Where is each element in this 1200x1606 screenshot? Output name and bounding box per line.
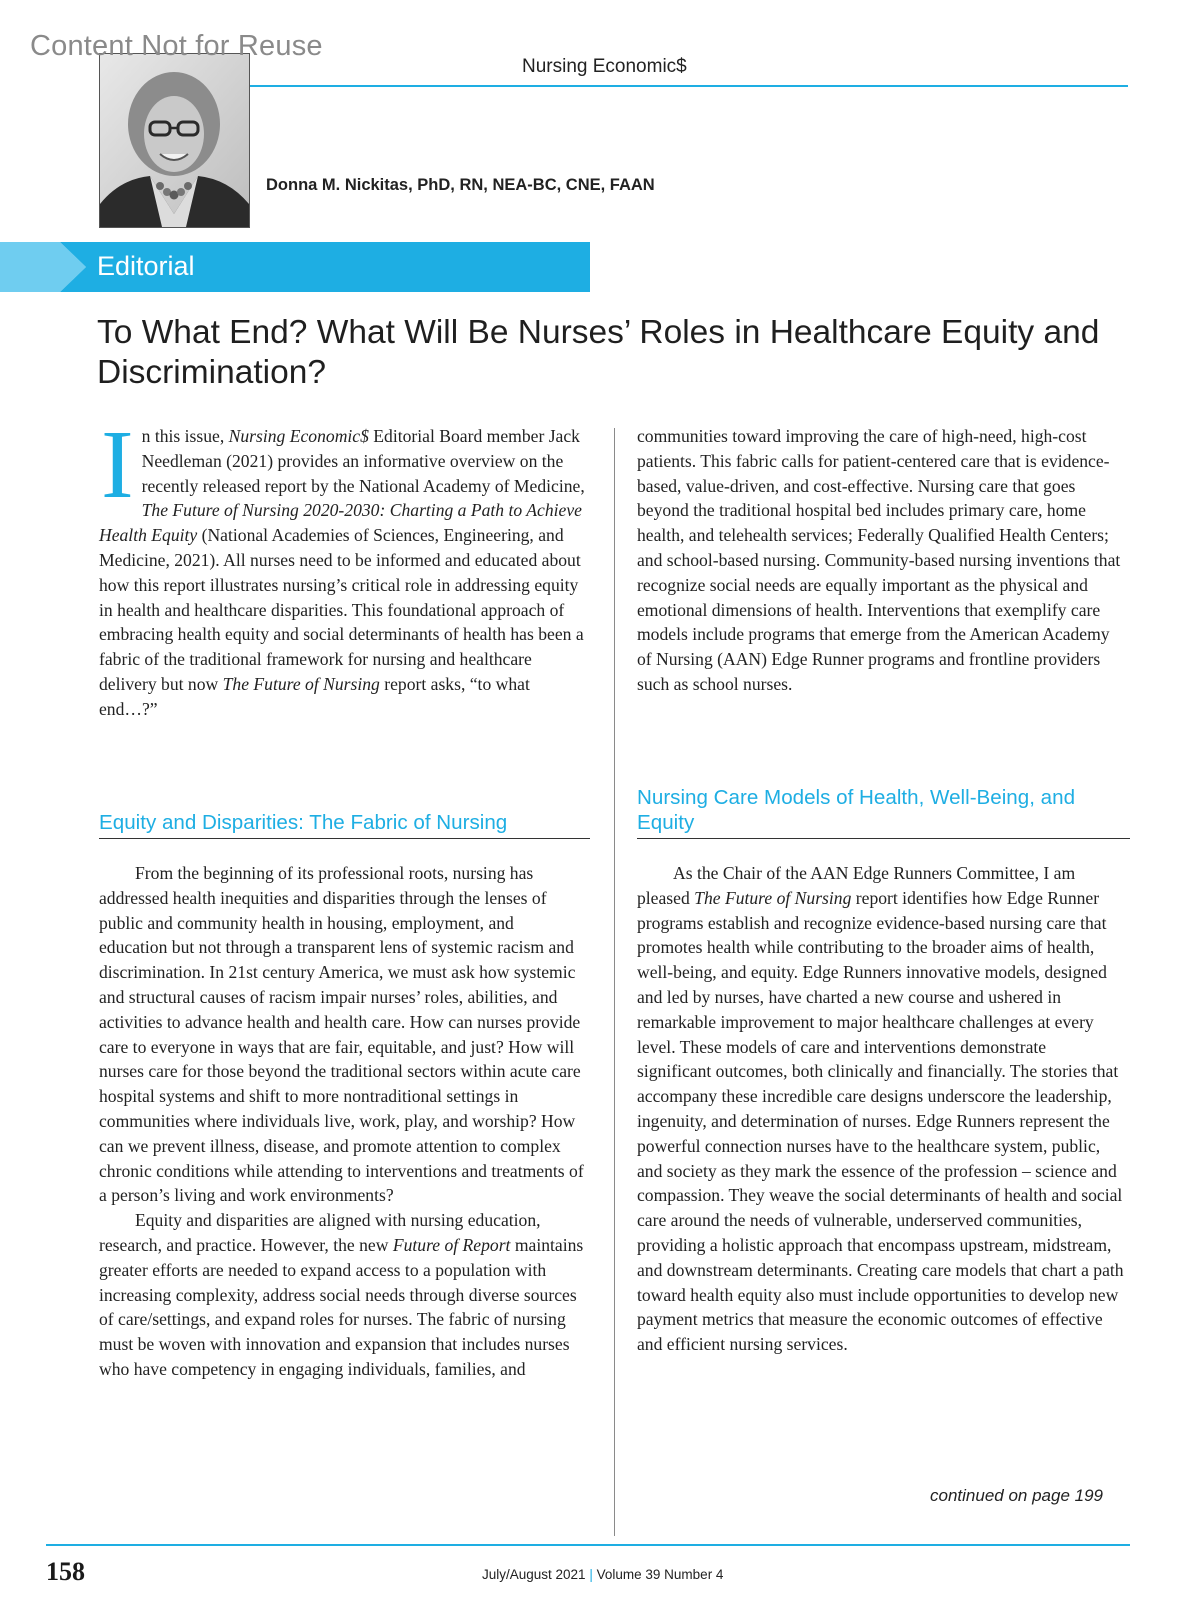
- body-paragraph: communities toward improving the care of high-need, high-cost patients. This fabric calls for patient-centered care that is evidence-based, value-driven, and cost-effective. Nursing care that goes beyond the traditional hospital bed includes primary care, home health, and telehealth services; Federally Qualified Health Centers; and school-based nursing. Community-based nursing inventions that recognize social needs are equally important as the physical and emotional dimensions of health. Interventions that exemplify care models include programs that emerge from the American Academy of Nursing (AAN) Edge Runner programs and frontline providers such as school nurses.: [637, 426, 1121, 694]
- intro-text-4: report asks, “to what end…?”: [99, 673, 530, 719]
- author-photo: [99, 53, 250, 228]
- author-byline: Donna M. Nickitas, PhD, RN, NEA-BC, CNE, FAAN: [266, 176, 655, 194]
- page-number: 158: [46, 1557, 85, 1586]
- header-rule: [246, 85, 1128, 87]
- section2-italic: The Future of Nursing: [694, 887, 852, 908]
- intro-paragraph: [99, 411, 586, 722]
- section-heading-equity: Equity and Disparities: The Fabric of Nursing: [99, 810, 590, 839]
- section2-text-a: As the Chair of the AAN Edge Runners Committee, I am pleased: [637, 863, 1076, 908]
- para2-text-b: maintains greater efforts are needed to expand access to a population with increasing complexity, address social needs through diverse sources of care/settings, and expand roles for nurses. The fabric of nursing must be woven with innovation and expansion that includes nurses who have competency in engaging individuals, families, and: [99, 1234, 584, 1379]
- section-banner: [0, 242, 590, 292]
- drop-cap: I: [101, 411, 134, 519]
- intro-text-1: n this issue,: [141, 426, 229, 446]
- para2-italic: Future of Report: [392, 1234, 511, 1255]
- watermark: Content Not for Reuse: [30, 30, 323, 62]
- section2-text-b: report identifies how Edge Runner programs establish and recognize evidence-based nursing care that promotes health while contributing to the broader aims of health, well-being, and equity. Edge Runners innovative models, designed and led by nurses, have charted a new course and ushered in remarkable improvement to major healthcare challenges at every level. These models of care and interventions demonstrate significant outcomes, both clinically and financially. The stories that accompany these incredible care designs underscore the leadership, ingenuity, and determination of nurses. Edge Runners represent the powerful connection nurses have to the healthcare system, public, and society as they mark the essence of the profession – science and compassion. They weave the social determinants of health and social care around the needs of vulnerable, underserved communities, providing a holistic approach that encompass upstream, midstream, and downstream determinants. Creating care models that chart a path toward health equity also must include opportunities to develop new payment metrics that measure the economic outcomes of effective and efficient nursing services.: [637, 887, 1124, 1355]
- intro-italic-journal: Nursing Economic$: [228, 426, 369, 446]
- column-divider: [614, 428, 615, 1536]
- footer-volume: Volume 39 Number 4: [596, 1567, 724, 1582]
- intro-paragraph-block: [99, 411, 586, 722]
- intro-italic-report-short: The Future of Nursing: [222, 673, 380, 694]
- body-paragraph: From the beginning of its professional roots, nursing has addressed health inequities and disparities through the lenses of public and community health in housing, employment, and education but not through a transparent lens of systemic racism and discrimination. In 21st century America, we must ask how systemic and structural causes of racism impair nurses’ roles, abilities, and activities to advance health and health care. How can nurses provide care to everyone in ways that are fair, equitable, and just? How will nurses care for those beyond the traditional sectors within acute care hospital systems and shift to more nontraditional settings in communities where individuals live, work, play, and worship? How can we prevent illness, disease, and promote attention to complex chronic conditions while attending to interventions and treatments of a person’s living and work environments?: [99, 863, 584, 1206]
- section1-body: [99, 861, 586, 1382]
- section2-body: [637, 861, 1124, 1357]
- body-paragraph: [637, 861, 1124, 1357]
- footer-separator: |: [589, 1567, 593, 1582]
- body-paragraph: [99, 1208, 586, 1382]
- section-label: Editorial: [97, 251, 195, 281]
- footer-rule: [46, 1544, 1130, 1546]
- article-title: To What End? What Will Be Nurses’ Roles in Healthcare Equity and Discrimination?: [97, 314, 1100, 391]
- footer-issue: July/August 2021: [482, 1567, 586, 1582]
- continued-note: continued on page 199: [930, 1486, 1103, 1505]
- journal-name: Nursing Economic$: [522, 56, 687, 77]
- intro-text-3: (National Academies of Sciences, Engineering, and Medicine, 2021). All nurses need to be informed and educated about how this report illustrates nursing’s critical role in addressing equity in health and healthcare disparities. This foundational approach of embracing health equity and social determinants of health has been a fabric of the traditional framework for nursing and healthcare delivery but now: [99, 525, 584, 694]
- portrait-image: [100, 54, 249, 227]
- right-column-top: [637, 424, 1124, 697]
- intro-text-2: Editorial Board member Jack Needleman (2021) provides an informative overview on the recently released report by the National Academy of Medicine,: [141, 426, 585, 496]
- footer-issue-info: [482, 1567, 723, 1582]
- section-heading-care-models: Nursing Care Models of Health, Well-Being, and Equity: [637, 785, 1130, 839]
- para2-text-a: Equity and disparities are aligned with nursing education, research, and practice. However, the new: [99, 1210, 541, 1255]
- intro-italic-report: The Future of Nursing 2020-2030: Charting a Path to Achieve Health Equity: [99, 500, 582, 546]
